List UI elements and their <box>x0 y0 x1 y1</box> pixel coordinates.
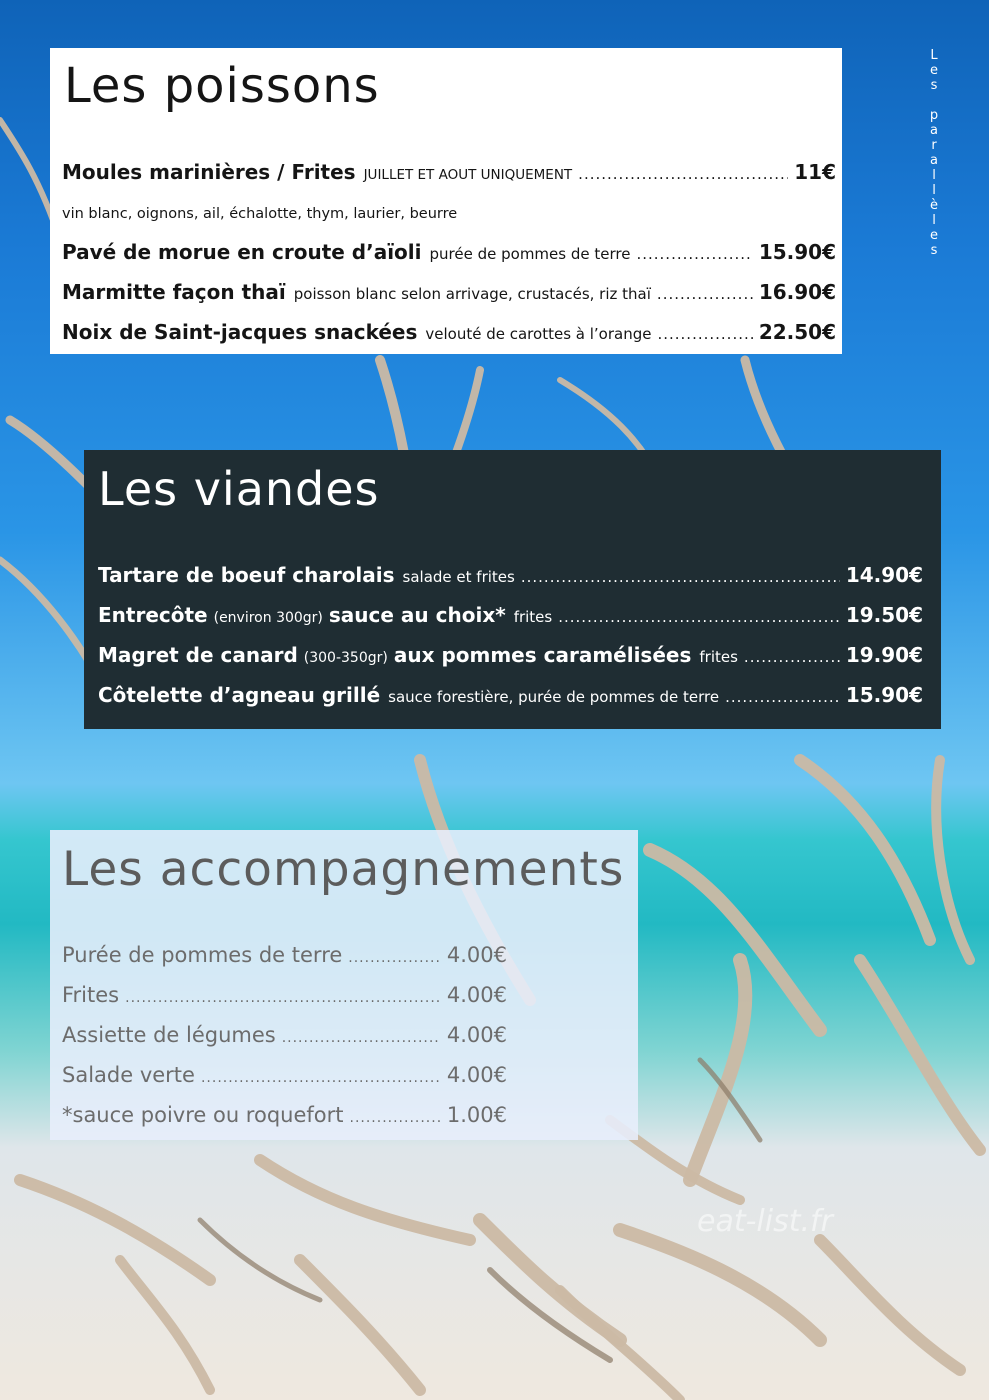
dish-name-suffix: aux pommes caramélisées <box>393 643 692 667</box>
vertical-restaurant-name <box>920 48 948 258</box>
leader-dots <box>657 285 753 303</box>
side-dish-price: 4.00€ <box>446 1063 507 1087</box>
side-letter: L <box>930 48 938 63</box>
dish-weight: (environ 300gr) <box>213 610 323 626</box>
menu-item <box>98 643 923 667</box>
menu-item <box>62 240 836 264</box>
dish-price: 14.90€ <box>845 563 923 587</box>
dish-description: frites <box>513 608 553 626</box>
dish-name: Marmitte façon thaï <box>62 280 286 304</box>
leader-dots <box>350 1110 441 1126</box>
dish-name: Tartare de boeuf charolais <box>98 563 395 587</box>
leader-dots <box>348 950 441 966</box>
leader-dots <box>558 608 840 626</box>
dish-name: Côtelette d’agneau grillé <box>98 683 381 707</box>
dish-name-suffix: sauce au choix* <box>328 603 506 627</box>
side-letter: l <box>932 168 936 183</box>
side-dish-name: Assiette de légumes <box>62 1023 276 1047</box>
dish-detail: vin blanc, oignons, ail, échalotte, thym, laurier, beurre <box>62 206 458 222</box>
dish-description: poisson blanc selon arrivage, crustacés, riz thaï <box>293 285 651 303</box>
menu-item <box>62 983 507 1007</box>
side-letter: p <box>929 108 939 123</box>
dish-description: salade et frites <box>402 568 515 586</box>
dish-weight: (300-350gr) <box>303 650 388 666</box>
side-dish-price: 4.00€ <box>446 983 507 1007</box>
side-dish-name: Frites <box>62 983 120 1007</box>
leader-dots <box>125 990 441 1006</box>
watermark: eat-list.fr <box>697 1204 833 1239</box>
menu-item <box>62 1063 507 1087</box>
menu-item <box>62 943 507 967</box>
menu-item <box>62 280 836 304</box>
dish-name: Moules marinières / Frites <box>62 160 356 184</box>
leader-dots <box>521 568 840 586</box>
leader-dots <box>578 165 788 183</box>
side-letter: e <box>930 63 938 78</box>
side-dish-price: 1.00€ <box>446 1103 507 1127</box>
dish-price: 19.90€ <box>845 643 923 667</box>
poissons-panel <box>50 48 842 354</box>
accompagnements-title: Les accompagnements <box>62 842 625 897</box>
dish-description: JUILLET ET AOUT UNIQUEMENT <box>363 167 573 183</box>
leader-dots <box>744 648 840 666</box>
viandes-title: Les viandes <box>98 462 380 516</box>
menu-item <box>62 1103 507 1127</box>
side-dish-price: 4.00€ <box>446 943 507 967</box>
dish-price: 19.50€ <box>845 603 923 627</box>
leader-dots <box>636 245 752 263</box>
side-letter: e <box>930 228 938 243</box>
dish-name: Magret de canard <box>98 643 298 667</box>
side-dish-name: *sauce poivre ou roquefort <box>62 1103 344 1127</box>
side-letter: s <box>930 243 938 258</box>
menu-item <box>62 320 836 344</box>
menu-item <box>98 603 923 627</box>
dish-description: frites <box>699 648 738 666</box>
leader-dots <box>282 1030 441 1046</box>
leader-dots <box>201 1070 441 1086</box>
dish-price: 11€ <box>794 160 836 184</box>
side-letter: r <box>931 138 937 153</box>
side-letter: a <box>930 153 938 168</box>
dish-name: Entrecôte <box>98 603 208 627</box>
dish-description: sauce forestière, purée de pommes de terre <box>388 688 720 706</box>
menu-item <box>62 1023 507 1047</box>
side-letter: l <box>932 213 936 228</box>
menu-item <box>98 683 923 707</box>
menu-item <box>98 563 923 587</box>
leader-dots <box>725 688 840 706</box>
leader-dots <box>657 325 752 343</box>
side-letter <box>920 93 948 108</box>
dish-name: Noix de Saint-jacques snackées <box>62 320 418 344</box>
dish-price: 22.50€ <box>758 320 836 344</box>
side-dish-price: 4.00€ <box>446 1023 507 1047</box>
poissons-title: Les poissons <box>64 58 380 114</box>
viandes-panel <box>84 450 941 729</box>
side-letter: a <box>930 123 938 138</box>
dish-description: velouté de carottes à l’orange <box>425 325 652 343</box>
side-letter: s <box>930 78 938 93</box>
side-dish-name: Salade verte <box>62 1063 195 1087</box>
side-letter: è <box>930 198 938 213</box>
dish-price: 15.90€ <box>758 240 836 264</box>
side-letter: l <box>932 183 936 198</box>
dish-price: 16.90€ <box>758 280 836 304</box>
dish-description: purée de pommes de terre <box>429 245 631 263</box>
dish-price: 15.90€ <box>845 683 923 707</box>
accompagnements-panel <box>50 830 638 1140</box>
side-dish-name: Purée de pommes de terre <box>62 943 343 967</box>
menu-item <box>62 160 836 184</box>
dish-name: Pavé de morue en croute d’aïoli <box>62 240 422 264</box>
